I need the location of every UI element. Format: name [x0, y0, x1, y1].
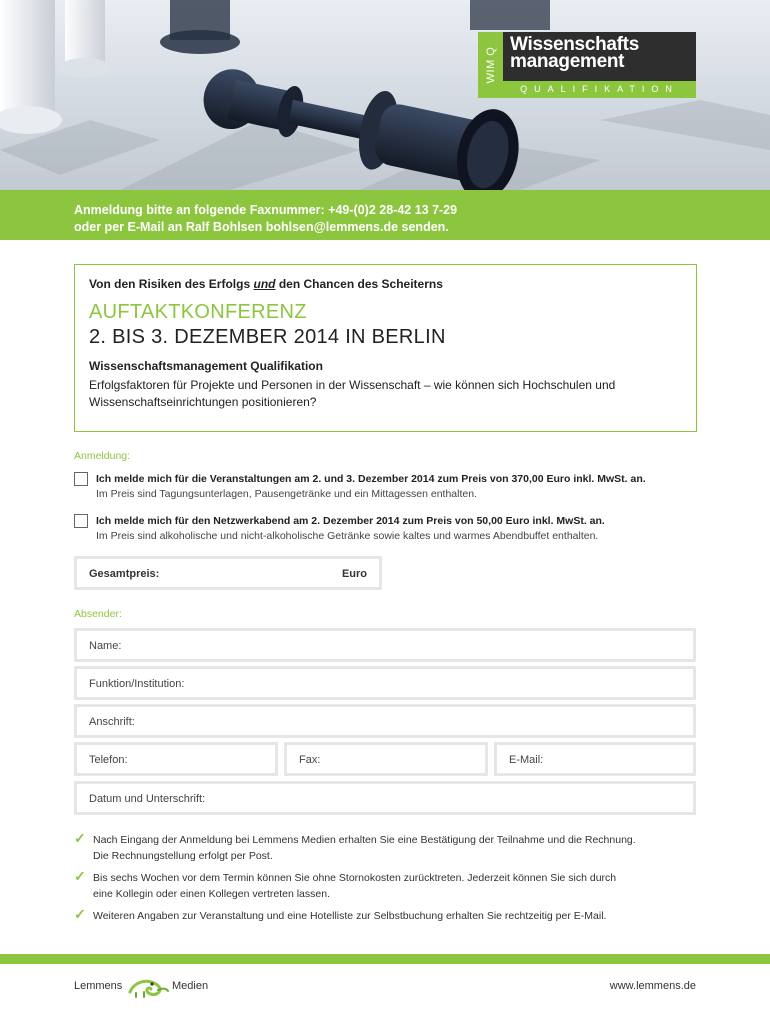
footer-divider [0, 954, 770, 964]
chameleon-logo-icon [128, 976, 170, 998]
tagline-part2: den Chancen des Scheiterns [275, 277, 443, 291]
event-info-box [74, 264, 697, 432]
tagline-emphasis: und [253, 277, 276, 291]
checkmark-icon: ✓ [74, 868, 86, 884]
institution-field[interactable] [74, 666, 696, 700]
tagline-part1: Von den Risiken des Erfolgs [89, 277, 254, 291]
banner-line1: Anmeldung bitte an folgende Faxnummer: +49-(0)2 28-42 13 7-29 [74, 203, 458, 217]
date-signature-label: Datum und Unterschrift: [89, 793, 206, 805]
date-signature-field[interactable] [74, 781, 696, 815]
note-hotel-list-text: Weiteren Angaben zur Veranstaltung und eine Hotelliste zur Selbstbuchung erhalten Sie rechtzeitig per E-Mail. [93, 910, 607, 922]
fax-field[interactable] [284, 742, 488, 776]
logo-title [510, 36, 639, 70]
address-field[interactable] [74, 704, 696, 738]
address-field-label: Anschrift: [89, 716, 135, 728]
total-price-field[interactable] [74, 556, 382, 590]
banner-line2: oder per E-Mail an Ralf Bohlsen bohlsen@lemmens.de senden. [74, 220, 449, 234]
checkmark-icon: ✓ [74, 906, 86, 922]
option-network-label: Ich melde mich für den Netzwerkabend am 2. Dezember 2014 zum Preis von 50,00 Euro inkl. MwSt. an. [96, 515, 605, 527]
option-network-detail: Im Preis sind alkoholische und nicht-alkoholische Getränke sowie kaltes und warmes Abendbuffet enthalten. [96, 530, 599, 542]
footer-brand [74, 978, 224, 998]
checkbox-icon[interactable] [74, 514, 88, 528]
logo-title-line2: management [510, 51, 625, 72]
event-title: AUFTAKTKONFERENZ [89, 301, 307, 323]
footer-brand-left: Lemmens [74, 980, 123, 992]
note-confirmation [74, 832, 714, 864]
brand-logo [478, 32, 696, 98]
event-organizer: Wissenschaftsmanagement Qualifikation [89, 359, 323, 373]
logo-side-text: WIM Q [484, 46, 497, 84]
total-price-label: Gesamtpreis: [89, 568, 160, 580]
checkbox-icon[interactable] [74, 472, 88, 486]
registration-banner [0, 190, 770, 240]
email-field[interactable] [494, 742, 696, 776]
logo-subtitle: QUALIFIKATION [503, 81, 696, 98]
logo-side-bar [478, 32, 503, 98]
checkmark-icon: ✓ [74, 830, 86, 846]
option-conference-label: Ich melde mich für die Veranstaltungen am 2. und 3. Dezember 2014 zum Preis von 370,00 Euro inkl. MwSt. an. [96, 473, 646, 485]
note-confirmation-text: Nach Eingang der Anmeldung bei Lemmens Medien erhalten Sie eine Bestätigung der Teilnahme und die Rechnung. Die Rechnungstellung erfolgt per Post. [93, 834, 636, 862]
phone-field-label: Telefon: [89, 754, 128, 766]
note-hotel-list [74, 908, 714, 926]
fax-field-label: Fax: [299, 754, 321, 766]
note-cancellation [74, 870, 714, 902]
event-tagline [89, 277, 682, 291]
logo-title-line1: Wissenschafts [510, 34, 639, 55]
name-field[interactable] [74, 628, 696, 662]
phone-field[interactable] [74, 742, 278, 776]
event-description: Erfolgsfaktoren für Projekte und Personen in der Wissenschaft – wie können sich Hochschulen und Wissenschaftseinrichtungen positionieren? [89, 378, 616, 409]
option-conference-detail: Im Preis sind Tagungsunterlagen, Pausengetränke und ein Mittagessen enthalten. [96, 488, 477, 500]
sender-label: Absender: [74, 608, 122, 620]
event-date: 2. BIS 3. DEZEMBER 2014 IN BERLIN [89, 326, 446, 348]
name-field-label: Name: [89, 640, 122, 652]
email-field-label: E-Mail: [509, 754, 544, 766]
note-cancellation-text: Bis sechs Wochen vor dem Termin können Sie ohne Stornokosten zurücktreten. Jederzeit können Sie sich durch eine Kollegin oder einen Kollegen vertreten lassen. [93, 872, 617, 900]
registration-label: Anmeldung: [74, 450, 131, 462]
footer-brand-right: Medien [172, 980, 209, 992]
footer-website-link[interactable]: www.lemmens.de [609, 980, 696, 992]
total-price-currency: Euro [341, 568, 367, 580]
institution-field-label: Funktion/Institution: [89, 678, 185, 690]
